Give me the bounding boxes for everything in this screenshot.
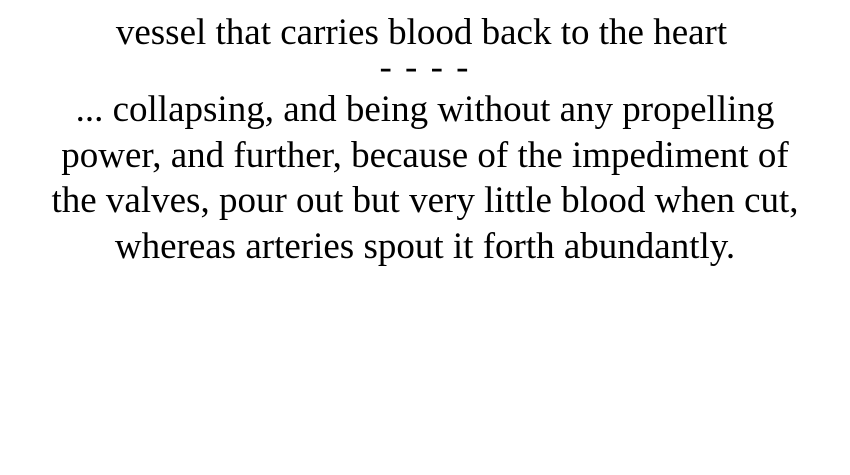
card-divider: - - - - xyxy=(379,47,471,88)
card-definition: ... collapsing, and being without any propelling power, and further, because of the impediment of the valves, pour out but very little blood when cut, whereas arteries spout it forth abundantly. xyxy=(51,89,799,267)
card-term: vessel that carries blood back to the heart xyxy=(115,12,728,53)
